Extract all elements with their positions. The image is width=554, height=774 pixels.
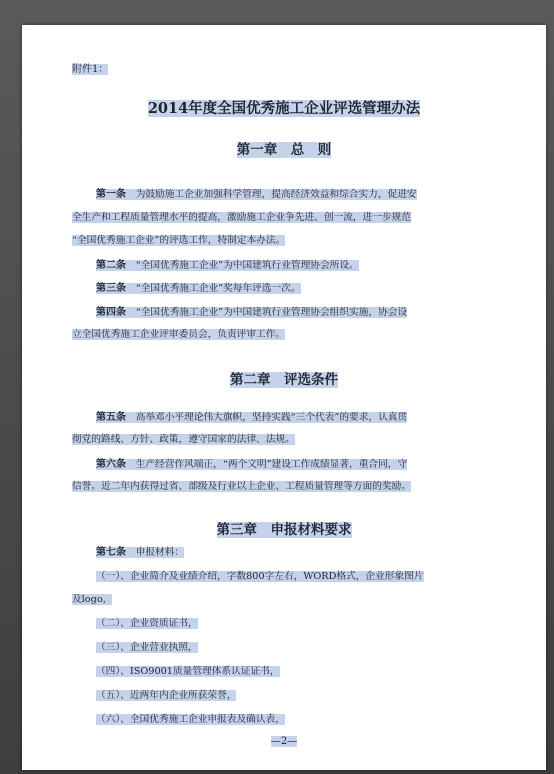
- item-3: （三）、企业营业执照，: [96, 642, 198, 653]
- article-7: 第七条 申报材料：: [96, 547, 185, 558]
- page-number: —2—: [270, 736, 298, 747]
- article-4-line-1: 第四条 “全国优秀施工企业”为中国建筑行业管理协会组织实施，协会设: [96, 307, 408, 318]
- article-5-line-1: 第五条 高举邓小平理论伟大旗帜，坚持实践“三个代表”的要求，认真贯: [96, 412, 408, 423]
- article-5-line-2: 彻党的路线、方针、政策，遵守国家的法律、法规。: [72, 434, 295, 445]
- article-1-line-2: 全生产和工程质量管理水平的提高，激励施工企业争先进、创一流，进一步规范: [72, 212, 412, 223]
- article-2: 第二条 “全国优秀施工企业”为中国建筑行业管理协会所设。: [96, 260, 359, 271]
- chapter-2-heading: 第二章 评选条件: [230, 372, 338, 388]
- item-4: （四）、ISO9001质量管理体系认证证书，: [96, 666, 280, 677]
- article-6-line-2: 信誉。近二年内获得过省、部级及行业以上企业、工程质量管理等方面的奖励。: [72, 481, 412, 492]
- chapter-1-heading: 第一章 总 则: [236, 142, 332, 158]
- chapter-3-heading: 第三章 申报材料要求: [216, 522, 352, 538]
- item-6: （六）、全国优秀施工企业申报表及确认表，: [96, 714, 285, 725]
- article-4-line-2: 立全国优秀施工企业评审委员会，负责评审工作。: [72, 329, 286, 340]
- article-1-line-1: 第一条 为鼓励施工企业加强科学管理，提高经济效益和综合实力，促进安: [96, 189, 417, 200]
- attachment-label: 附件1：: [72, 64, 109, 75]
- page-content: [22, 25, 546, 770]
- item-1-line-2: 及logo，: [72, 594, 113, 605]
- article-3: 第三条 “全国优秀施工企业”奖每年评选一次。: [96, 283, 301, 294]
- article-1-line-3: “全国优秀施工企业”的评选工作，特制定本办法。: [72, 235, 286, 246]
- item-2: （二）、企业资质证书，: [96, 618, 198, 629]
- item-5: （五）、近两年内企业所获荣誉，: [96, 690, 237, 701]
- article-6-line-1: 第六条 生产经营作风端正，“两个文明”建设工作成绩显著，重合同，守: [96, 459, 408, 470]
- document-title: 2014年度全国优秀施工企业评选管理办法: [147, 100, 421, 117]
- document-page: [22, 25, 546, 770]
- item-1-line-1: （一）、企业简介及业绩介绍，字数800字左右，WORD格式，企业形象图片: [96, 571, 424, 582]
